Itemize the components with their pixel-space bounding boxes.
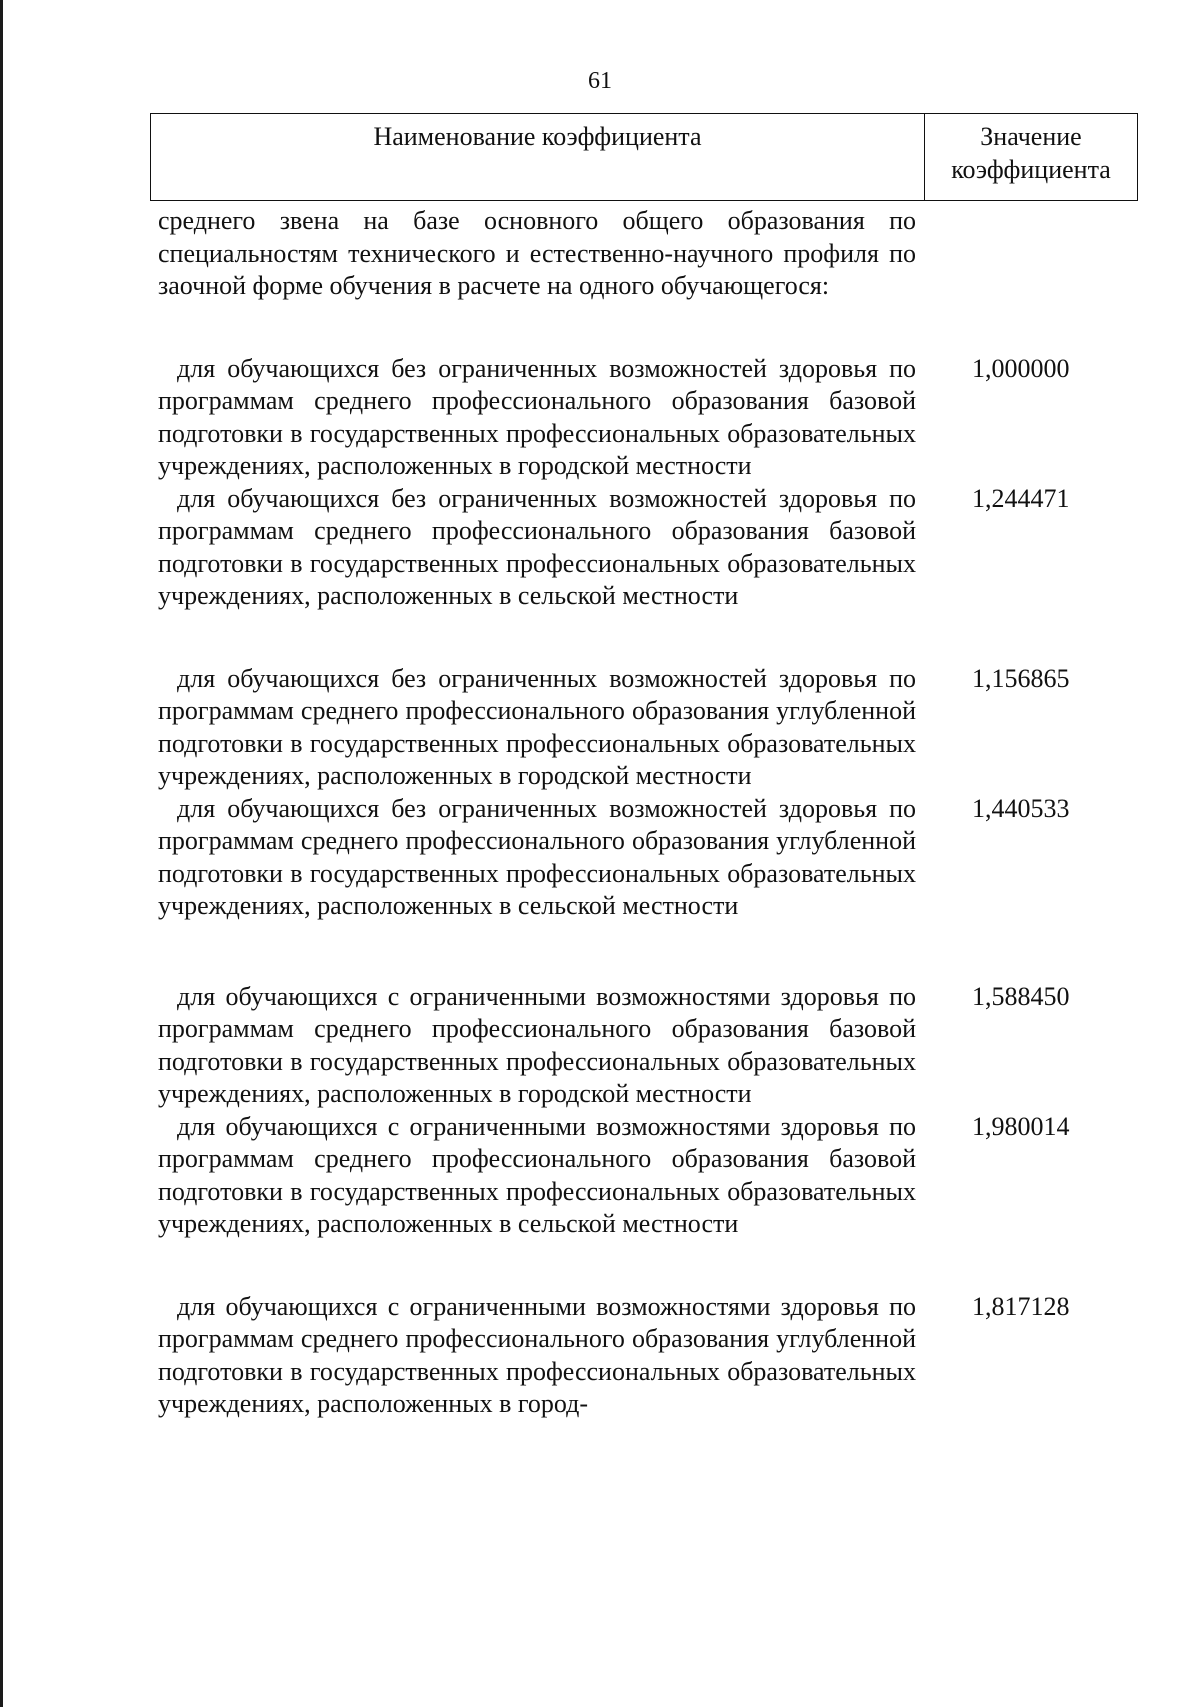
coefficient-description: для обучающихся с ограниченными возможностями здоровья по программам среднего профессионального образования углубленной подготовки в государственных профессиональных образовательных учреждениях, расположенных в город- [158, 1291, 916, 1418]
page-number: 61 [588, 68, 612, 94]
coefficient-value: 1,817128 [972, 1291, 1070, 1321]
coefficient-description: для обучающихся без ограниченных возможностей здоровья по программам среднего профессионального образования базовой подготовки в государственных профессиональных образовательных учреждениях, расположенных в городской местности [158, 353, 916, 480]
table-row [158, 793, 1158, 923]
table-row [158, 1111, 1158, 1241]
column-header-value-line2: коэффициента [951, 155, 1111, 184]
table-row [158, 1291, 1158, 1421]
coefficient-description: для обучающихся без ограниченных возможностей здоровья по программам среднего профессионального образования базовой подготовки в государственных профессиональных образовательных учреждениях, расположенных в сельской местности [158, 483, 916, 610]
column-header-value-line1: Значение [980, 122, 1082, 151]
coefficient-description: для обучающихся с ограниченными возможностями здоровья по программам среднего профессионального образования базовой подготовки в государственных профессиональных образовательных учреждениях, расположенных в сельской местности [158, 1111, 916, 1238]
coefficient-description: для обучающихся без ограниченных возможностей здоровья по программам среднего профессионального образования углубленной подготовки в государственных профессиональных образовательных учреждениях, расположенных в городской местности [158, 663, 916, 790]
intro-text: среднего звена на базе основного общего образования по специальностям технического и естественно-научного профиля по заочной форме обучения в расчете на одного обучающегося: [158, 206, 916, 300]
scan-edge [0, 0, 3, 1707]
coefficient-value: 1,000000 [972, 353, 1070, 383]
table-header [150, 113, 1138, 201]
table-row [158, 353, 1158, 483]
table-row [158, 663, 1158, 793]
coefficient-value: 1,156865 [972, 663, 1070, 693]
coefficient-value: 1,588450 [972, 981, 1070, 1011]
coefficient-description: для обучающихся без ограниченных возможностей здоровья по программам среднего профессионального образования углубленной подготовки в государственных профессиональных образовательных учреждениях, расположенных в сельской местности [158, 793, 916, 920]
table-row [158, 981, 1158, 1111]
table-body [158, 205, 1158, 1421]
table-row [158, 483, 1158, 613]
coefficient-description: для обучающихся с ограниченными возможностями здоровья по программам среднего профессионального образования базовой подготовки в государственных профессиональных образовательных учреждениях, расположенных в городской местности [158, 981, 916, 1108]
coefficient-value: 1,440533 [972, 793, 1070, 823]
coefficient-value: 1,980014 [972, 1111, 1070, 1141]
column-header-value [925, 114, 1137, 200]
column-header-name: Наименование коэффициента [151, 114, 925, 200]
coefficient-value: 1,244471 [972, 483, 1070, 513]
